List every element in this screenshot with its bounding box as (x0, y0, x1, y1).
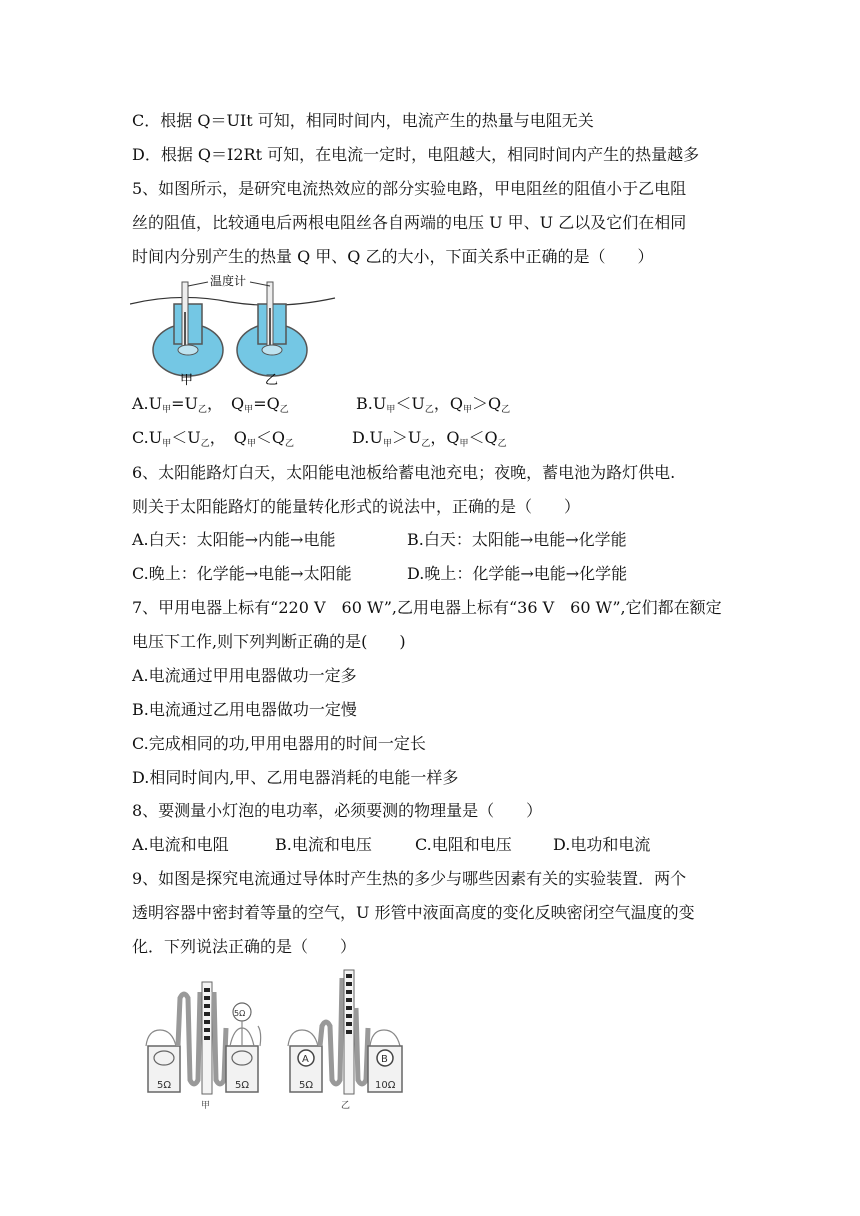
q6-option-c: C.晚上：化学能→电能→太阳能 (132, 564, 352, 583)
q9-stem-2: 透明容器中密封着等量的空气，U 形管中液面高度的变化反映密闭空气温度的变 (132, 903, 695, 922)
q8-option-c: C.电阻和电压 (415, 835, 512, 854)
q6-option-b: B.白天：太阳能→电能→化学能 (407, 530, 627, 549)
q5-stem-3: 时间内分别产生的热量 Q 甲、Q 乙的大小，下面关系中正确的是（ ） (132, 247, 654, 266)
res-label: 5Ω (157, 1080, 172, 1091)
letter-a: A (302, 1054, 309, 1065)
label-yi: 乙 (265, 373, 279, 386)
q8-stem: 8、要测量小灯泡的电功率，必须要测的物理量是（ ） (132, 801, 543, 820)
q6-option-d: D.晚上：化学能→电能→化学能 (407, 564, 628, 583)
q9-figure (138, 968, 418, 1116)
q8-option-a: A.电流和电阻 (132, 835, 229, 854)
res-label: 5Ω (234, 1009, 246, 1018)
q7-stem-2: 电压下工作,则下列判断正确的是( ) (132, 632, 406, 651)
q5-stem-1: 5、如图所示，是研究电流热效应的部分实验电路，甲电阻丝的阻值小于乙电阻 (132, 179, 687, 198)
label-jia: 甲 (180, 373, 194, 386)
q9-stem-3: 化．下列说法正确的是（ ） (132, 937, 357, 956)
q6-stem-2: 则关于太阳能路灯的能量转化形式的说法中，正确的是（ ） (132, 497, 581, 516)
q6-stem-1: 6、太阳能路灯白天，太阳能电池板给蓄电池充电；夜晚，蓄电池为路灯供电. (132, 463, 676, 482)
q5-option-b: B.U甲＜U乙，Q甲＞Q乙 (356, 394, 511, 415)
q7-option-a: A.电流通过甲用电器做功一定多 (132, 666, 357, 685)
q5-option-c: C.U甲＜U乙， Q甲＜Q乙 (132, 428, 295, 449)
wire (130, 297, 335, 305)
q7-stem-1: 7、甲用电器上标有“220 V 60 W”,乙用电器上标有“36 V 60 W”,它们都在额定 (132, 598, 722, 617)
caption-yi: 乙 (341, 1101, 351, 1111)
q9-stem-1: 9、如图是探究电流通过导体时产生热的多少与哪些因素有关的实验装置．两个 (132, 869, 687, 888)
letter-b: B (381, 1054, 388, 1065)
res-label: 5Ω (235, 1080, 250, 1091)
q8-option-d: D.电功和电流 (553, 835, 651, 854)
res-label: 5Ω (299, 1080, 314, 1091)
q8-option-b: B.电流和电压 (275, 835, 372, 854)
q6-option-a: A.白天：太阳能→内能→电能 (132, 530, 336, 549)
caption-jia: 甲 (201, 1101, 211, 1111)
q7-option-b: B.电流通过乙用电器做功一定慢 (132, 700, 357, 719)
q5-option-a: A.U甲=U乙， Q甲=Q乙 (132, 394, 289, 415)
q5-stem-2: 丝的阻值，比较通电后两根电阻丝各自两端的电压 U 甲、U 乙以及它们在相同 (132, 213, 687, 232)
thermometer-label: 温度计 (210, 274, 247, 288)
q5-figure (130, 274, 340, 386)
option-c-q4: C．根据 Q＝UIt 可知，相同时间内，电流产生的热量与电阻无关 (132, 111, 594, 130)
q5-option-d: D.U甲＞U乙，Q甲＜Q乙 (352, 428, 507, 449)
res-label: 10Ω (375, 1080, 396, 1091)
option-d-q4: D．根据 Q＝I2Rt 可知，在电流一定时，电阻越大，相同时间内产生的热量越多 (132, 145, 700, 164)
coil-right (262, 345, 282, 355)
q7-option-d: D.相同时间内,甲、乙用电器消耗的电能一样多 (132, 768, 459, 787)
q7-option-c: C.完成相同的功,甲用电器用的时间一定长 (132, 734, 426, 753)
coil-left (178, 345, 198, 355)
